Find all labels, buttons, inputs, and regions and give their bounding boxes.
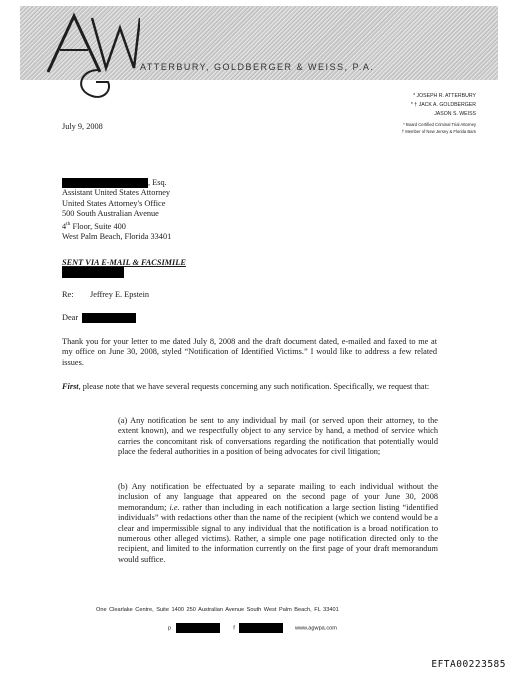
firm-name: ATTERBURY, GOLDBERGER & WEISS, P.A. — [140, 62, 375, 72]
redaction-bar — [62, 178, 148, 188]
body-paragraph: Thank you for your letter to me dated July 8, 2008 and the draft document dated, e-mailed and faxed to me at my office on June 30, 2008, styled “Notification of Identified Victims.” I would like to address a few related issues. — [62, 337, 437, 367]
address-line: 4th Floor, Suite 400 — [62, 221, 126, 231]
attorney-list — [402, 92, 476, 135]
attorney-name: JASON S. WEISS — [434, 111, 476, 117]
floor-number: 4 — [62, 221, 67, 231]
attorney-name: * JOSEPH R. ATTERBURY — [413, 93, 476, 99]
subject-line — [62, 290, 149, 299]
recipient-address — [62, 178, 171, 243]
address-line: West Palm Beach, Florida 33401 — [62, 232, 172, 242]
letter-date: July 9, 2008 — [62, 122, 103, 131]
phone-label: p — [168, 625, 172, 632]
body-paragraph: First, please note that we have several requests concerning any such notification. Specifically, we request that: — [62, 382, 430, 391]
address-line: Assistant United States Attorney — [62, 188, 171, 198]
salutation-text: Dear — [62, 313, 79, 322]
firm-logo — [40, 10, 140, 100]
re-text: Jeffrey E. Epstein — [90, 290, 150, 299]
re-label: Re: — [62, 290, 74, 299]
attorney-name: * † JACK A. GOLDBERGER — [410, 102, 476, 108]
redaction-bar — [82, 313, 136, 323]
website: www.agwpa.com — [294, 625, 337, 632]
redaction-bar — [176, 623, 220, 633]
bates-number: EFTA00223585 — [431, 659, 506, 670]
emphasis: First — [62, 382, 79, 391]
fax-label: f — [233, 625, 235, 632]
floor-ordinal: th — [66, 221, 71, 228]
footer-contact — [168, 623, 337, 633]
request-item-a: (a) Any notification be sent to any individual by mail (or served upon their attorney, to the extent known), and we respectfully object to any service by hand, a method of service which carries the concomitant risk of conversations regarding the notification that potentially would place the federal authorities in a position of being advocates for civil litigation; — [118, 416, 438, 457]
attorney-note: * Board Certified Criminal Trial Attorney — [403, 122, 476, 127]
attorney-note: † Member of New Jersey & Florida Bars — [401, 128, 476, 134]
address-line: 500 South Australian Avenue — [62, 208, 159, 218]
address-line: United States Attorney's Office — [62, 198, 166, 208]
salutation — [62, 313, 136, 323]
recipient-suffix: , Esq. — [148, 178, 167, 187]
request-item-b: (b) Any notification be effectuated by a separate mailing to each individual without the inclusion of any language that appeared on the second page of your June 30, 2008 memorandum; i.e. rather than including in each notification a large section listing “identified individuals” with redactions other than the name of the recipient (which we contend would be a clear and impermissible signal to any individual that the notification is a broad notification to numerous other alleged victims). Rather, a simple one page notification directed only to the recipient, and limited to the information currently on the first page of your draft memorandum would suffice. — [118, 482, 438, 564]
letterhead-banner — [20, 6, 498, 80]
redaction-bar — [62, 267, 124, 278]
footer-address: One Clearlake Centre, Suite 1400 250 Australian Avenue South West Palm Beach, FL 33401 — [96, 607, 339, 613]
redaction-bar — [239, 623, 283, 633]
delivery-method: SENT VIA E-MAIL & FACSIMILE — [62, 258, 186, 267]
